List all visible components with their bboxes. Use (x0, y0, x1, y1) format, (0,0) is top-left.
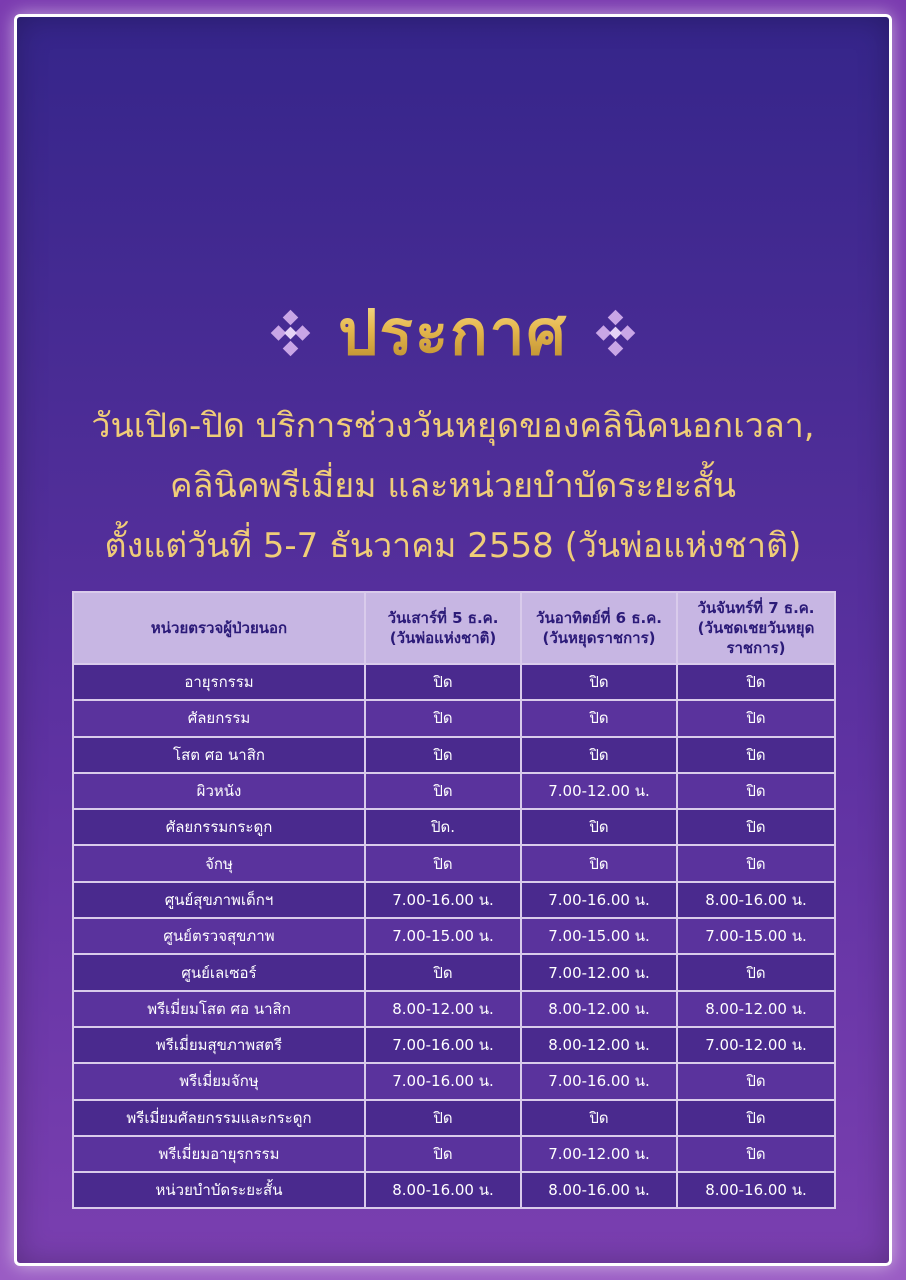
day-1-hours: 8.00-12.00 น. (365, 991, 521, 1027)
department-name: ศูนย์สุขภาพเด็กฯ (73, 882, 365, 918)
department-name: พรีเมี่ยมศัลยกรรมและกระดูก (73, 1100, 365, 1136)
diamond-flower-icon (588, 309, 636, 357)
header-day-1 (365, 592, 521, 664)
day-1-hours: ปิด. (365, 809, 521, 845)
day-3-hours: 8.00-16.00 น. (677, 882, 835, 918)
day-3-hours: ปิด (677, 845, 835, 881)
header-day-1-note: (วันพ่อแห่งชาติ) (389, 629, 497, 647)
department-name: ศูนย์เลเซอร์ (73, 954, 365, 990)
day-3-hours: ปิด (677, 737, 835, 773)
table-header-row (73, 592, 835, 664)
day-2-hours: 7.00-15.00 น. (521, 918, 677, 954)
header-day-3-note: (วันชดเชยวันหยุดราชการ) (697, 619, 815, 657)
day-2-hours: 7.00-16.00 น. (521, 882, 677, 918)
department-name: ศูนย์ตรวจสุขภาพ (73, 918, 365, 954)
table-row (73, 664, 835, 700)
header-day-2 (521, 592, 677, 664)
table-row (73, 845, 835, 881)
table-row (73, 773, 835, 809)
table-row (73, 991, 835, 1027)
day-1-hours: ปิด (365, 1136, 521, 1172)
day-3-hours: 8.00-16.00 น. (677, 1172, 835, 1208)
day-3-hours: ปิด (677, 700, 835, 736)
table-row (73, 954, 835, 990)
department-name: จักษุ (73, 845, 365, 881)
day-1-hours: ปิด (365, 1100, 521, 1136)
day-3-hours: 7.00-12.00 น. (677, 1027, 835, 1063)
day-1-hours: ปิด (365, 954, 521, 990)
table-row (73, 700, 835, 736)
day-2-hours: 8.00-12.00 น. (521, 1027, 677, 1063)
subtitle-line-1: วันเปิด-ปิด บริการช่วงวันหยุดของคลินิคนอกเวลา, (91, 406, 815, 446)
page-title: ประกาศ (338, 284, 568, 382)
day-2-hours: 7.00-12.00 น. (521, 1136, 677, 1172)
department-name: หน่วยบำบัดระยะสั้น (73, 1172, 365, 1208)
day-3-hours: ปิด (677, 1136, 835, 1172)
department-name: พรีเมี่ยมโสต ศอ นาสิก (73, 991, 365, 1027)
table-row (73, 1172, 835, 1208)
day-1-hours: ปิด (365, 845, 521, 881)
day-1-hours: 7.00-15.00 น. (365, 918, 521, 954)
department-name: อายุรกรรม (73, 664, 365, 700)
header-day-3 (677, 592, 835, 664)
day-2-hours: 7.00-12.00 น. (521, 773, 677, 809)
table-row (73, 1136, 835, 1172)
day-3-hours: 8.00-12.00 น. (677, 991, 835, 1027)
day-1-hours: 7.00-16.00 น. (365, 1063, 521, 1099)
day-1-hours: ปิด (365, 773, 521, 809)
day-1-hours: ปิด (365, 664, 521, 700)
day-3-hours: 7.00-15.00 น. (677, 918, 835, 954)
table-row (73, 1027, 835, 1063)
announcement-heading (0, 288, 906, 378)
day-2-hours: 8.00-12.00 น. (521, 991, 677, 1027)
diamond-flower-icon (270, 309, 318, 357)
subtitle-line-2: คลินิคพรีเมี่ยม และหน่วยบำบัดระยะสั้น (169, 466, 737, 506)
department-name: พรีเมี่ยมสุขภาพสตรี (73, 1027, 365, 1063)
day-3-hours: ปิด (677, 773, 835, 809)
day-3-hours: ปิด (677, 664, 835, 700)
department-name: ศัลยกรรม (73, 700, 365, 736)
header-day-2-date: วันอาทิตย์ที่ 6 ธ.ค. (536, 609, 662, 627)
day-1-hours: 7.00-16.00 น. (365, 1027, 521, 1063)
day-2-hours: 8.00-16.00 น. (521, 1172, 677, 1208)
day-3-hours: ปิด (677, 809, 835, 845)
header-day-3-date: วันจันทร์ที่ 7 ธ.ค. (697, 599, 815, 617)
day-1-hours: ปิด (365, 700, 521, 736)
department-name: พรีเมี่ยมอายุรกรรม (73, 1136, 365, 1172)
day-2-hours: 7.00-12.00 น. (521, 954, 677, 990)
table-row (73, 1063, 835, 1099)
table-row (73, 1100, 835, 1136)
day-2-hours: ปิด (521, 700, 677, 736)
day-2-hours: ปิด (521, 737, 677, 773)
header-day-1-date: วันเสาร์ที่ 5 ธ.ค. (387, 609, 499, 627)
table-row (73, 918, 835, 954)
department-name: โสต ศอ นาสิก (73, 737, 365, 773)
day-2-hours: ปิด (521, 845, 677, 881)
table-row (73, 882, 835, 918)
day-2-hours: ปิด (521, 809, 677, 845)
day-1-hours: 8.00-16.00 น. (365, 1172, 521, 1208)
day-1-hours: ปิด (365, 737, 521, 773)
day-3-hours: ปิด (677, 1100, 835, 1136)
day-2-hours: ปิด (521, 1100, 677, 1136)
department-name: พรีเมี่ยมจักษุ (73, 1063, 365, 1099)
day-1-hours: 7.00-16.00 น. (365, 882, 521, 918)
day-2-hours: ปิด (521, 664, 677, 700)
table-row (73, 809, 835, 845)
header-department: หน่วยตรวจผู้ป่วยนอก (73, 592, 365, 664)
department-name: ผิวหนัง (73, 773, 365, 809)
day-3-hours: ปิด (677, 1063, 835, 1099)
table-row (73, 737, 835, 773)
day-2-hours: 7.00-16.00 น. (521, 1063, 677, 1099)
header-day-2-note: (วันหยุดราชการ) (542, 629, 656, 647)
subtitle-line-3: ตั้งแต่วันที่ 5-7 ธันวาคม 2558 (วันพ่อแห่งชาติ) (104, 526, 802, 566)
day-3-hours: ปิด (677, 954, 835, 990)
department-name: ศัลยกรรมกระดูก (73, 809, 365, 845)
holiday-schedule-table (72, 591, 836, 1209)
